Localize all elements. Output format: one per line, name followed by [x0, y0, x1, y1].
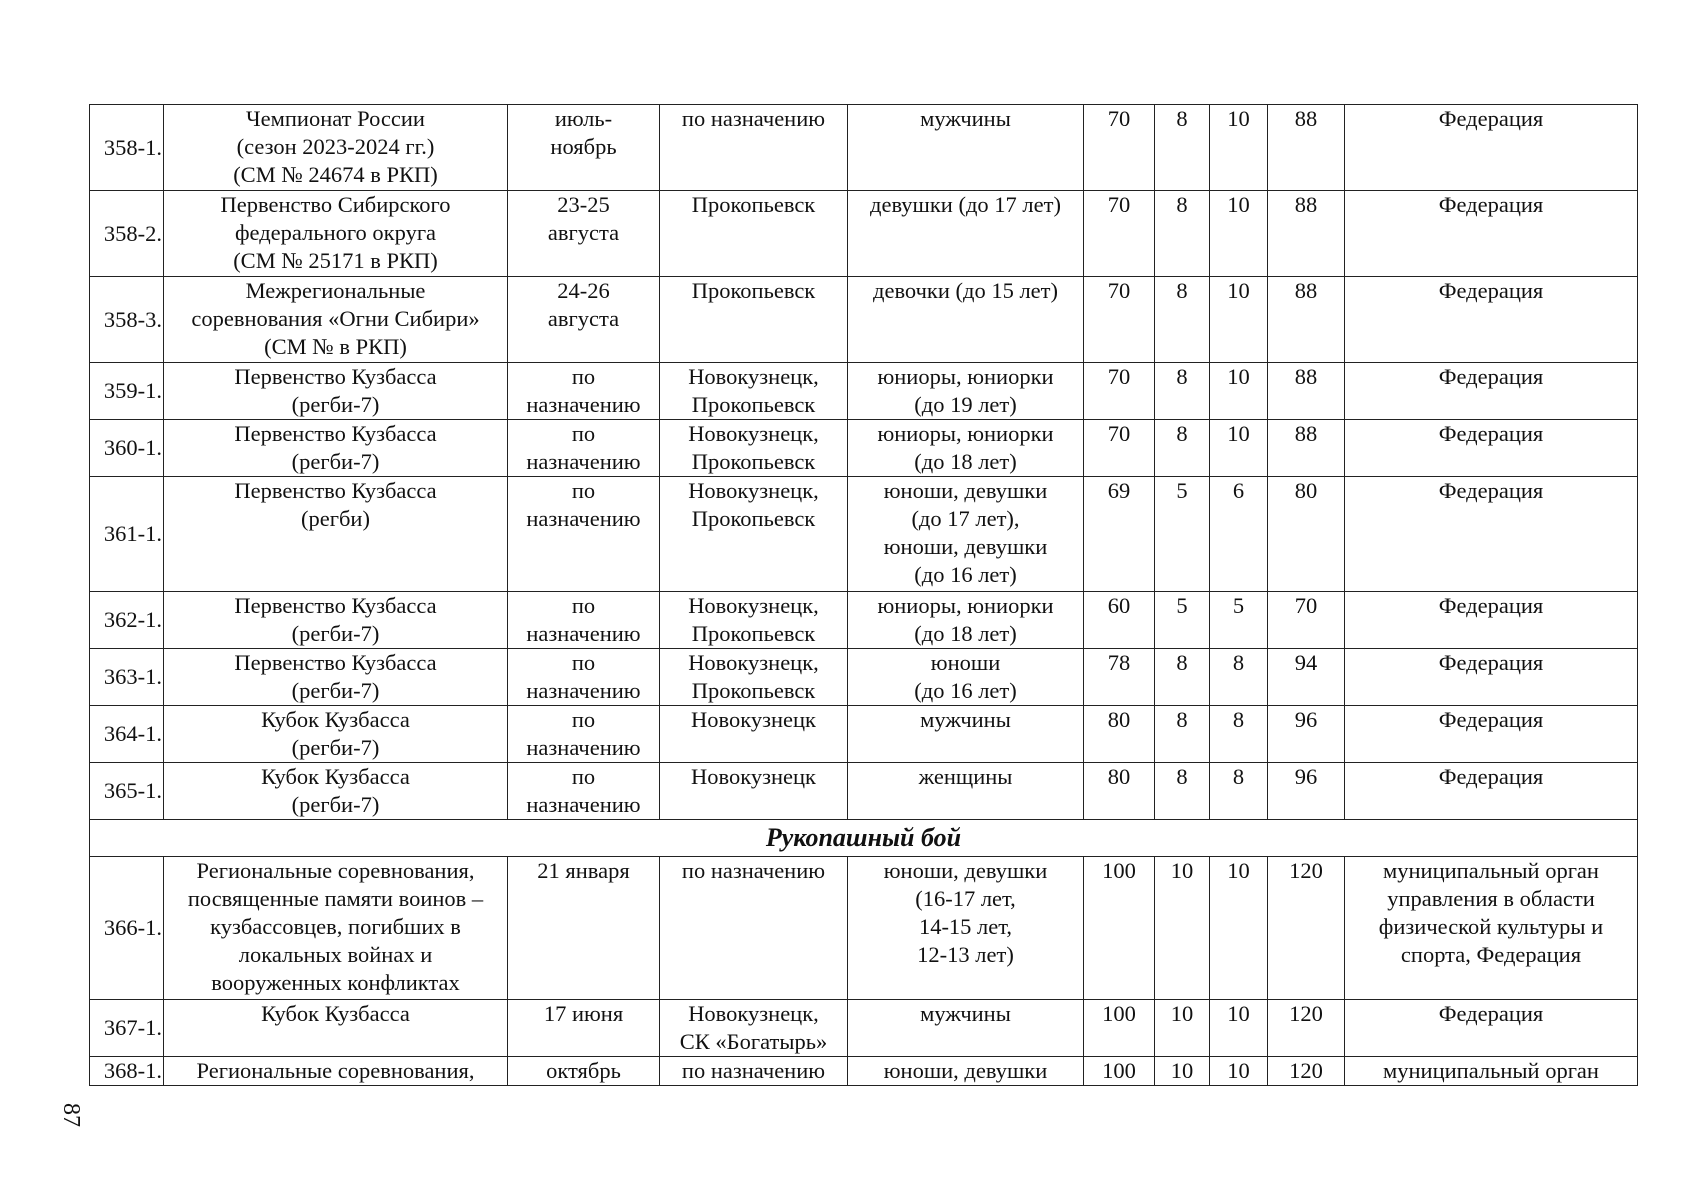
count-cell: 10: [1210, 857, 1268, 1000]
total-cell: 94: [1268, 649, 1345, 706]
count-cell: 10: [1210, 363, 1268, 420]
participants-cell: мужчины: [848, 706, 1084, 763]
table-row: [90, 277, 1638, 363]
row-number-cell: 367-1.: [90, 1000, 164, 1057]
dates-cell: октябрь: [508, 1057, 660, 1086]
count-cell: 100: [1084, 1000, 1155, 1057]
event-name-cell: Чемпионат России (сезон 2023-2024 гг.) (СМ № 24674 в РКП): [164, 105, 508, 191]
row-number-cell: 364-1.: [90, 706, 164, 763]
section-title: Рукопашный бой: [90, 820, 1638, 857]
page-number: 87: [58, 1103, 84, 1127]
event-name-cell: Региональные соревнования,: [164, 1057, 508, 1086]
venue-cell: Прокопьевск: [660, 277, 848, 363]
venue-cell: Прокопьевск: [660, 191, 848, 277]
venue-cell: Новокузнецк, Прокопьевск: [660, 477, 848, 592]
venue-cell: Новокузнецк, СК «Богатырь»: [660, 1000, 848, 1057]
dates-cell: по назначению: [508, 477, 660, 592]
participants-cell: юниоры, юниорки (до 19 лет): [848, 363, 1084, 420]
count-cell: 100: [1084, 857, 1155, 1000]
venue-cell: Новокузнецк, Прокопьевск: [660, 420, 848, 477]
count-cell: 8: [1155, 763, 1210, 820]
row-number-cell: 362-1.: [90, 592, 164, 649]
count-cell: 5: [1155, 592, 1210, 649]
organizer-cell: Федерация: [1345, 592, 1638, 649]
participants-cell: юноши, девушки (16-17 лет, 14-15 лет, 12-13 лет): [848, 857, 1084, 1000]
count-cell: 8: [1155, 105, 1210, 191]
row-number-cell: 358-2.: [90, 191, 164, 277]
count-cell: 78: [1084, 649, 1155, 706]
count-cell: 10: [1155, 857, 1210, 1000]
count-cell: 10: [1210, 105, 1268, 191]
count-cell: 10: [1210, 1000, 1268, 1057]
total-cell: 120: [1268, 857, 1345, 1000]
venue-cell: Новокузнецк: [660, 763, 848, 820]
dates-cell: по назначению: [508, 592, 660, 649]
count-cell: 70: [1084, 105, 1155, 191]
count-cell: 70: [1084, 277, 1155, 363]
organizer-cell: Федерация: [1345, 649, 1638, 706]
total-cell: 70: [1268, 592, 1345, 649]
participants-cell: мужчины: [848, 105, 1084, 191]
dates-cell: по назначению: [508, 706, 660, 763]
event-name-cell: Первенство Кузбасса (регби-7): [164, 420, 508, 477]
table-row: [90, 105, 1638, 191]
count-cell: 10: [1210, 277, 1268, 363]
organizer-cell: Федерация: [1345, 477, 1638, 592]
total-cell: 88: [1268, 363, 1345, 420]
row-number-cell: 363-1.: [90, 649, 164, 706]
organizer-cell: муниципальный орган управления в области физической культуры и спорта, Федерация: [1345, 857, 1638, 1000]
venue-cell: по назначению: [660, 857, 848, 1000]
event-name-cell: Кубок Кузбасса: [164, 1000, 508, 1057]
participants-cell: мужчины: [848, 1000, 1084, 1057]
total-cell: 88: [1268, 277, 1345, 363]
dates-cell: 23-25 августа: [508, 191, 660, 277]
dates-cell: 21 января: [508, 857, 660, 1000]
count-cell: 60: [1084, 592, 1155, 649]
table-row: [90, 477, 1638, 592]
event-name-cell: Первенство Кузбасса (регби): [164, 477, 508, 592]
participants-cell: девочки (до 15 лет): [848, 277, 1084, 363]
participants-cell: женщины: [848, 763, 1084, 820]
dates-cell: июль- ноябрь: [508, 105, 660, 191]
venue-cell: Новокузнецк, Прокопьевск: [660, 363, 848, 420]
total-cell: 96: [1268, 763, 1345, 820]
participants-cell: юноши, девушки: [848, 1057, 1084, 1086]
row-number-cell: 365-1.: [90, 763, 164, 820]
count-cell: 8: [1155, 191, 1210, 277]
row-number-cell: 359-1.: [90, 363, 164, 420]
count-cell: 6: [1210, 477, 1268, 592]
table-row: [90, 592, 1638, 649]
participants-cell: юноши (до 16 лет): [848, 649, 1084, 706]
row-number-cell: 366-1.: [90, 857, 164, 1000]
section-row: [90, 820, 1638, 857]
count-cell: 70: [1084, 420, 1155, 477]
event-name-cell: Первенство Сибирского федерального округа (СМ № 25171 в РКП): [164, 191, 508, 277]
event-name-cell: Кубок Кузбасса (регби-7): [164, 763, 508, 820]
count-cell: 8: [1155, 363, 1210, 420]
row-number-cell: 361-1.: [90, 477, 164, 592]
dates-cell: 24-26 августа: [508, 277, 660, 363]
event-name-cell: Первенство Кузбасса (регби-7): [164, 592, 508, 649]
dates-cell: по назначению: [508, 420, 660, 477]
row-number-cell: 358-1.: [90, 105, 164, 191]
table-row: [90, 1057, 1638, 1086]
dates-cell: 17 июня: [508, 1000, 660, 1057]
total-cell: 88: [1268, 420, 1345, 477]
venue-cell: Новокузнецк: [660, 706, 848, 763]
event-name-cell: Первенство Кузбасса (регби-7): [164, 649, 508, 706]
count-cell: 8: [1210, 763, 1268, 820]
total-cell: 88: [1268, 105, 1345, 191]
count-cell: 10: [1210, 191, 1268, 277]
count-cell: 5: [1210, 592, 1268, 649]
count-cell: 10: [1155, 1000, 1210, 1057]
table-row: [90, 857, 1638, 1000]
count-cell: 100: [1084, 1057, 1155, 1086]
events-table: [89, 104, 1638, 1086]
count-cell: 70: [1084, 191, 1155, 277]
organizer-cell: Федерация: [1345, 191, 1638, 277]
organizer-cell: Федерация: [1345, 277, 1638, 363]
organizer-cell: Федерация: [1345, 420, 1638, 477]
dates-cell: по назначению: [508, 649, 660, 706]
dates-cell: по назначению: [508, 763, 660, 820]
table-row: [90, 763, 1638, 820]
row-number-cell: 358-3.: [90, 277, 164, 363]
table-row: [90, 649, 1638, 706]
event-name-cell: Межрегиональные соревнования «Огни Сибири» (СМ № в РКП): [164, 277, 508, 363]
table-row: [90, 706, 1638, 763]
table-body: [90, 105, 1638, 1086]
count-cell: 10: [1210, 420, 1268, 477]
total-cell: 120: [1268, 1000, 1345, 1057]
total-cell: 80: [1268, 477, 1345, 592]
count-cell: 8: [1155, 649, 1210, 706]
table-row: [90, 1000, 1638, 1057]
venue-cell: по назначению: [660, 1057, 848, 1086]
count-cell: 10: [1155, 1057, 1210, 1086]
organizer-cell: Федерация: [1345, 1000, 1638, 1057]
dates-cell: по назначению: [508, 363, 660, 420]
count-cell: 69: [1084, 477, 1155, 592]
row-number-cell: 368-1.: [90, 1057, 164, 1086]
total-cell: 96: [1268, 706, 1345, 763]
participants-cell: юноши, девушки (до 17 лет), юноши, девушки (до 16 лет): [848, 477, 1084, 592]
count-cell: 8: [1155, 277, 1210, 363]
venue-cell: по назначению: [660, 105, 848, 191]
table-row: [90, 420, 1638, 477]
count-cell: 8: [1155, 420, 1210, 477]
count-cell: 70: [1084, 363, 1155, 420]
count-cell: 8: [1155, 706, 1210, 763]
count-cell: 80: [1084, 763, 1155, 820]
count-cell: 80: [1084, 706, 1155, 763]
organizer-cell: Федерация: [1345, 763, 1638, 820]
count-cell: 8: [1210, 649, 1268, 706]
event-name-cell: Региональные соревнования, посвященные памяти воинов – кузбассовцев, погибших в локальных войнах и вооруженных конфликтах: [164, 857, 508, 1000]
event-name-cell: Первенство Кузбасса (регби-7): [164, 363, 508, 420]
participants-cell: девушки (до 17 лет): [848, 191, 1084, 277]
count-cell: 10: [1210, 1057, 1268, 1086]
participants-cell: юниоры, юниорки (до 18 лет): [848, 592, 1084, 649]
organizer-cell: Федерация: [1345, 105, 1638, 191]
event-name-cell: Кубок Кузбасса (регби-7): [164, 706, 508, 763]
organizer-cell: муниципальный орган: [1345, 1057, 1638, 1086]
count-cell: 5: [1155, 477, 1210, 592]
count-cell: 8: [1210, 706, 1268, 763]
total-cell: 88: [1268, 191, 1345, 277]
row-number-cell: 360-1.: [90, 420, 164, 477]
venue-cell: Новокузнецк, Прокопьевск: [660, 592, 848, 649]
organizer-cell: Федерация: [1345, 706, 1638, 763]
organizer-cell: Федерация: [1345, 363, 1638, 420]
table-row: [90, 363, 1638, 420]
table-row: [90, 191, 1638, 277]
venue-cell: Новокузнецк, Прокопьевск: [660, 649, 848, 706]
total-cell: 120: [1268, 1057, 1345, 1086]
participants-cell: юниоры, юниорки (до 18 лет): [848, 420, 1084, 477]
